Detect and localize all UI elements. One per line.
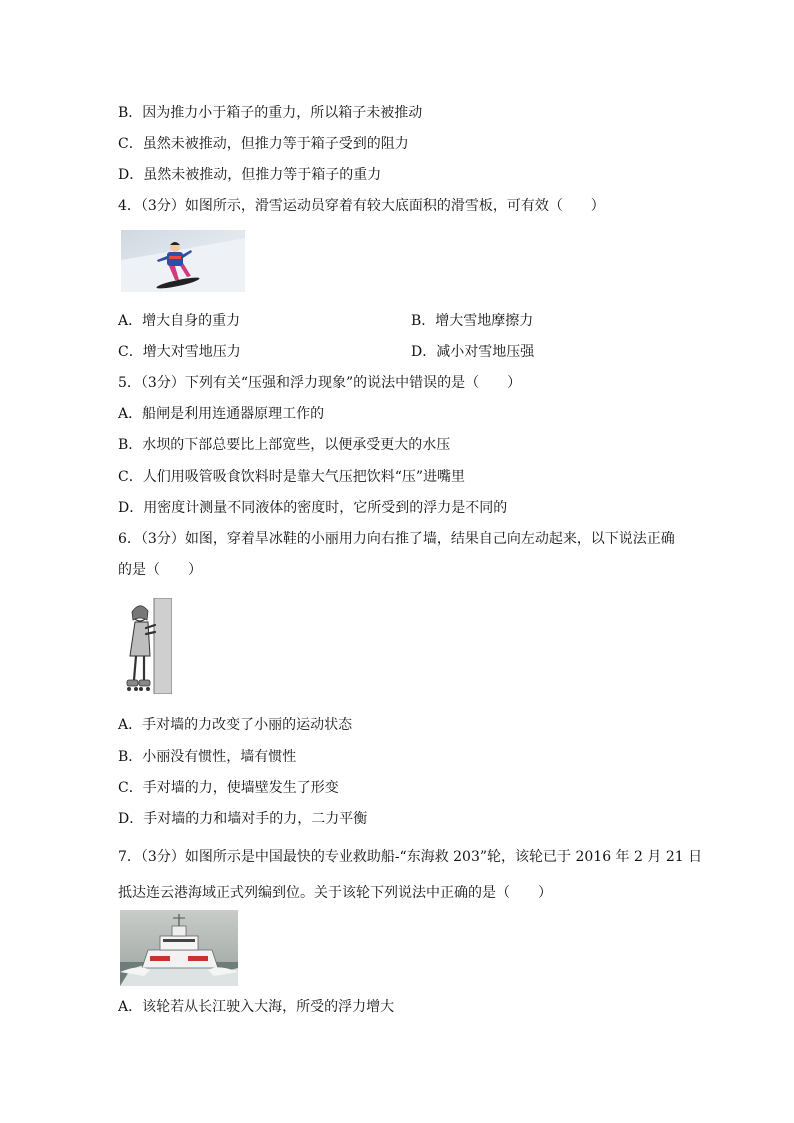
- q7-stem-line1: 7．（3分）如图所示是中国最快的专业救助船-“东海救 203”轮，该轮已于 2016 年 2 月 21 日: [118, 849, 703, 865]
- q5-stem: 5．（3分）下列有关“压强和浮力现象”的说法中错误的是（ ）: [118, 375, 522, 391]
- q5-option-a: A．船闸是利用连通器原理工作的: [118, 406, 325, 422]
- snowboarder-image: [121, 230, 245, 292]
- q6-option-c: C．手对墙的力，使墙壁发生了形变: [118, 780, 339, 796]
- q4-option-b: B．增大雪地摩擦力: [411, 313, 534, 329]
- q6-option-b: B．小丽没有惯性，墙有惯性: [118, 749, 297, 765]
- q4-option-d: D．减小对雪地压强: [411, 344, 535, 360]
- q4-option-a: A．增大自身的重力: [118, 313, 241, 329]
- q5-option-b: B．水坝的下部总要比上部宽些，以便承受更大的水压: [118, 437, 451, 453]
- q5-option-c: C．人们用吸管吸食饮料时是靠大气压把饮料“压”进嘴里: [118, 469, 466, 485]
- q3-option-d: D．虽然未被推动，但推力等于箱子的重力: [118, 167, 382, 183]
- q5-option-d: D．用密度计测量不同液体的密度时，它所受到的浮力是不同的: [118, 500, 508, 516]
- rescue-ship-image: [120, 910, 238, 986]
- q6-stem-line1: 6．（3分）如图，穿着旱冰鞋的小丽用力向右推了墙，结果自己向左动起来，以下说法正确: [118, 531, 675, 547]
- q3-option-c: C．虽然未被推动，但推力等于箱子受到的阻力: [118, 136, 409, 152]
- q6-option-a: A．手对墙的力改变了小丽的运动状态: [118, 717, 353, 733]
- q6-option-d: D．手对墙的力和墙对手的力，二力平衡: [118, 811, 368, 827]
- q4-stem: 4．（3分）如图所示，滑雪运动员穿着有较大底面积的滑雪板，可有效（ ）: [118, 198, 605, 214]
- q4-option-c: C．增大对雪地压力: [118, 344, 241, 360]
- q7-option-a: A．该轮若从长江驶入大海，所受的浮力增大: [118, 999, 395, 1015]
- q6-stem-line2: 的是（ ）: [118, 562, 202, 578]
- q7-stem-line2: 抵达连云港海域正式列编到位。关于该轮下列说法中正确的是（ ）: [118, 885, 552, 901]
- q3-option-b: B．因为推力小于箱子的重力，所以箱子未被推动: [118, 105, 423, 121]
- girl-pushing-wall-image: [118, 598, 172, 694]
